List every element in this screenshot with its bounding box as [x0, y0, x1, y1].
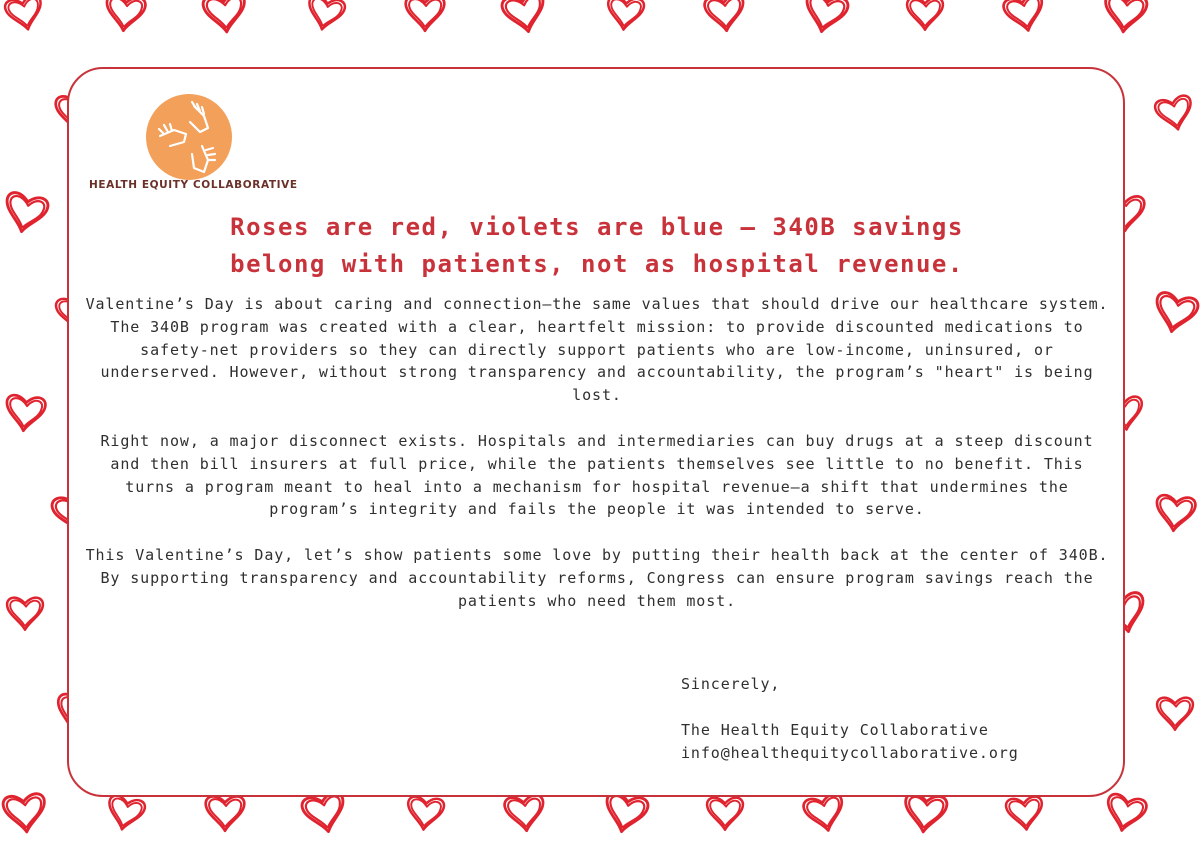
heart-doodle-icon — [4, 0, 46, 33]
heart-doodle-icon — [7, 598, 43, 630]
heart-doodle-icon — [1103, 793, 1148, 835]
heart-doodle-icon — [707, 798, 743, 830]
heart-doodle-icon — [104, 794, 146, 833]
heart-doodle-icon — [301, 791, 349, 836]
body-paragraph-2: Right now, a major disconnect exists. Hospitals and intermediaries can buy drugs at a steep discount and then bill insurers at full price, while the patients themselves see little to no benefit. This turns a program meant to heal into a mechanism for hospital revenue—a shift that undermines the program’s integrity and fails the people it was intended to serve. — [100, 431, 1094, 519]
signature-block — [681, 673, 1019, 765]
heart-doodle-icon — [606, 0, 645, 31]
heart-doodle-icon — [1002, 0, 1047, 34]
heart-doodle-icon — [4, 394, 46, 432]
organization-name: HEALTH EQUITY COLLABORATIVE — [89, 179, 298, 191]
heart-doodle-icon — [202, 0, 247, 34]
heart-doodle-icon — [704, 0, 746, 33]
heart-doodle-icon — [1005, 796, 1044, 832]
body-paragraph-1: Valentine’s Day is about caring and connection—the same values that should drive our healthcare system. The 340B program was created with a clear, heartfelt mission: to provide discounted medications to safety-net providers so they can directly support patients who are low-income, uninsured, or underserved. However, without strong transparency and accountability, the program’s "heart" is being lost. — [85, 295, 1109, 405]
heart-doodle-icon — [1154, 494, 1196, 532]
heart-doodle-icon — [1154, 94, 1196, 133]
heart-doodle-icon — [601, 791, 649, 836]
letter-body — [83, 293, 1111, 636]
heart-doodle-icon — [2, 793, 47, 834]
hands-circle-icon — [146, 94, 232, 180]
heart-doodle-icon — [801, 0, 849, 36]
signature-organization: The Health Equity Collaborative — [681, 721, 989, 739]
heart-doodle-icon — [406, 0, 445, 31]
heart-doodle-icon — [1103, 0, 1148, 34]
headline-line-2: belong with patients, not as hospital revenue. — [230, 250, 964, 278]
body-paragraph-3: This Valentine’s Day, let’s show patients some love by putting their health back at the center of 340B. By supporting transparency and accountability reforms, Congress can ensure program savings reach the patients who need them most. — [85, 546, 1109, 610]
closing-text: Sincerely, — [681, 675, 781, 693]
letter-card — [67, 67, 1125, 797]
heart-doodle-icon — [406, 796, 445, 832]
headline-line-1: Roses are red, violets are blue — 340B savings — [230, 213, 964, 241]
heart-doodle-icon — [907, 0, 943, 30]
heart-doodle-icon — [1151, 291, 1199, 336]
contact-email[interactable]: info@healthequitycollaborative.org — [681, 744, 1019, 762]
heart-doodle-icon — [304, 0, 346, 33]
heart-doodle-icon — [1, 191, 49, 236]
heart-doodle-icon — [206, 796, 245, 830]
heart-doodle-icon — [104, 0, 146, 33]
heart-doodle-icon — [903, 793, 948, 834]
heart-doodle-icon — [802, 793, 847, 835]
heart-doodle-icon — [1157, 698, 1193, 730]
headline — [109, 209, 1085, 283]
heart-doodle-icon — [501, 0, 549, 36]
heart-doodle-icon — [504, 794, 546, 832]
